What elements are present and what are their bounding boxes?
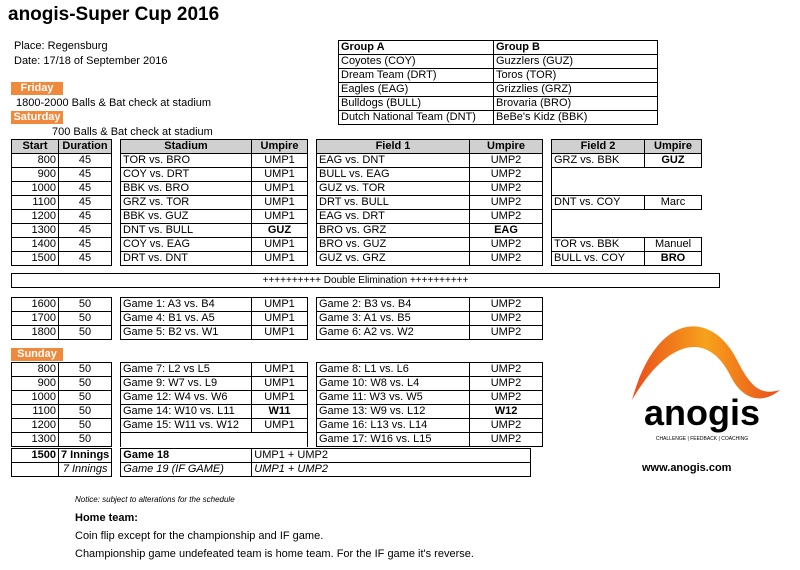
field1-game: BRO vs. GUZ <box>317 238 470 252</box>
schedule-row <box>12 238 702 252</box>
stadium-umpire: UMP1 <box>252 154 308 168</box>
start-cell: 1400 <box>12 238 59 252</box>
field1-game: EAG vs. DNT <box>317 154 470 168</box>
start-cell: 1500 <box>12 252 59 266</box>
field1-umpire: UMP2 <box>470 196 543 210</box>
friday-label: Friday <box>11 82 63 95</box>
field1-umpire: UMP2 <box>470 312 543 326</box>
field1-game: Game 11: W3 vs. W5 <box>317 391 470 405</box>
stadium-game: Game 5: B2 vs. W1 <box>121 326 252 340</box>
website-url: www.anogis.com <box>642 462 732 474</box>
group-b-team: BeBe's Kidz (BBK) <box>494 111 658 125</box>
schedule-row <box>12 154 702 168</box>
hdr-umpire-1: Umpire <box>252 140 308 154</box>
stadium-game: COY vs. DRT <box>121 168 252 182</box>
duration-cell: 45 <box>59 224 112 238</box>
final-row <box>12 449 531 463</box>
field1-game: Game 16: L13 vs. L14 <box>317 419 470 433</box>
hdr-field2: Field 2 <box>552 140 645 154</box>
group-b-team: Grizzlies (GRZ) <box>494 83 658 97</box>
start-cell: 1500 <box>12 449 59 463</box>
field1-game: Game 2: B3 vs. B4 <box>317 298 470 312</box>
start-cell <box>12 463 59 477</box>
groups-table <box>338 40 658 125</box>
schedule-row <box>12 433 543 447</box>
group-a-team: Coyotes (COY) <box>339 55 494 69</box>
stadium-game: DNT vs. BULL <box>121 224 252 238</box>
field2-game <box>552 224 645 238</box>
field1-game: Game 3: A1 vs. B5 <box>317 312 470 326</box>
swoosh-icon <box>632 326 780 400</box>
stadium-game: Game 1: A3 vs. B4 <box>121 298 252 312</box>
group-b-header: Group B <box>494 41 658 55</box>
group-a-team: Eagles (EAG) <box>339 83 494 97</box>
field1-umpire: UMP2 <box>470 182 543 196</box>
field1-game: GUZ vs. TOR <box>317 182 470 196</box>
field2-game: GRZ vs. BBK <box>552 154 645 168</box>
schedule-row <box>12 326 543 340</box>
start-cell: 900 <box>12 377 59 391</box>
duration-cell: 45 <box>59 168 112 182</box>
double-elimination-banner: ++++++++++ Double Elimination ++++++++++ <box>11 273 720 288</box>
hdr-umpire-3: Umpire <box>645 140 702 154</box>
field1-umpire: UMP2 <box>470 391 543 405</box>
hdr-field1: Field 1 <box>317 140 470 154</box>
field2-game: BULL vs. COY <box>552 252 645 266</box>
start-cell: 900 <box>12 168 59 182</box>
group-b-team: Guzzlers (GUZ) <box>494 55 658 69</box>
stadium-umpire: UMP1 <box>252 252 308 266</box>
field2-game <box>552 210 645 224</box>
stadium-game: Game 7: L2 vs L5 <box>121 363 252 377</box>
stadium-game: GRZ vs. TOR <box>121 196 252 210</box>
schedule-row <box>12 377 543 391</box>
field1-game: Game 17: W16 vs. L15 <box>317 433 470 447</box>
stadium-game: Game 14: W10 vs. L11 <box>121 405 252 419</box>
friday-line: 1800-2000 Balls & Bat check at stadium <box>16 97 212 109</box>
schedule-row <box>12 182 702 196</box>
stadium-umpire: UMP1 <box>252 196 308 210</box>
field2-umpire: Manuel <box>645 238 702 252</box>
duration-cell: 7 Innings <box>59 449 112 463</box>
field1-umpire: UMP2 <box>470 326 543 340</box>
field2-umpire <box>645 168 702 182</box>
duration-cell: 45 <box>59 238 112 252</box>
stadium-umpire: UMP1 <box>252 391 308 405</box>
logo-word: anogis <box>643 392 761 433</box>
field1-game: Game 6: A2 vs. W2 <box>317 326 470 340</box>
stadium-game: Game 12: W4 vs. W6 <box>121 391 252 405</box>
start-cell: 800 <box>12 363 59 377</box>
field1-umpire: UMP2 <box>470 210 543 224</box>
field2-umpire: Marc <box>645 196 702 210</box>
start-cell: 1300 <box>12 433 59 447</box>
field1-umpire: UMP2 <box>470 238 543 252</box>
start-cell: 1200 <box>12 210 59 224</box>
date-text: Date: 17/18 of September 2016 <box>14 55 168 67</box>
field1-game: BULL vs. EAG <box>317 168 470 182</box>
final-umpires: UMP1 + UMP2 <box>252 463 531 477</box>
start-cell: 1100 <box>12 405 59 419</box>
field2-game: DNT vs. COY <box>552 196 645 210</box>
duration-cell: 7 Innings <box>59 463 112 477</box>
saturday-line: 700 Balls & Bat check at stadium <box>52 126 213 138</box>
field1-game: Game 13: W9 vs. L12 <box>317 405 470 419</box>
stadium-game: Game 15: W11 vs. W12 <box>121 419 252 433</box>
group-row <box>339 69 658 83</box>
duration-cell: 45 <box>59 182 112 196</box>
final-game: Game 19 (IF GAME) <box>121 463 252 477</box>
field2-game <box>552 168 645 182</box>
duration-cell: 50 <box>59 298 112 312</box>
home-line-2: Championship game undefeated team is home team. For the IF game it's reverse. <box>75 548 474 560</box>
stadium-umpire: UMP1 <box>252 182 308 196</box>
duration-cell: 50 <box>59 377 112 391</box>
final-umpires: UMP1 + UMP2 <box>252 449 531 463</box>
stadium-game: BBK vs. BRO <box>121 182 252 196</box>
start-cell: 1800 <box>12 326 59 340</box>
stadium-umpire <box>252 433 308 447</box>
stadium-game: TOR vs. BRO <box>121 154 252 168</box>
field2-umpire <box>645 224 702 238</box>
field1-umpire: UMP2 <box>470 168 543 182</box>
field2-game <box>552 182 645 196</box>
saturday-schedule <box>11 139 702 266</box>
duration-cell: 50 <box>59 433 112 447</box>
stadium-umpire: UMP1 <box>252 377 308 391</box>
home-team-heading: Home team: <box>75 512 138 524</box>
group-row <box>339 97 658 111</box>
final-schedule <box>11 448 531 477</box>
duration-cell: 50 <box>59 363 112 377</box>
field1-umpire: UMP2 <box>470 419 543 433</box>
start-cell: 1300 <box>12 224 59 238</box>
schedule-row <box>12 312 543 326</box>
double-elimination-schedule <box>11 297 543 340</box>
field1-umpire: UMP2 <box>470 154 543 168</box>
group-a-team: Dutch National Team (DNT) <box>339 111 494 125</box>
stadium-game: DRT vs. DNT <box>121 252 252 266</box>
start-cell: 1200 <box>12 419 59 433</box>
stadium-game: BBK vs. GUZ <box>121 210 252 224</box>
field1-umpire: EAG <box>470 224 543 238</box>
group-b-team: Toros (TOR) <box>494 69 658 83</box>
hdr-duration: Duration <box>59 140 112 154</box>
field1-umpire: UMP2 <box>470 433 543 447</box>
start-cell: 1600 <box>12 298 59 312</box>
schedule-row <box>12 419 543 433</box>
field1-umpire: UMP2 <box>470 363 543 377</box>
stadium-umpire: UMP1 <box>252 168 308 182</box>
field2-umpire: GUZ <box>645 154 702 168</box>
group-a-team: Dream Team (DRT) <box>339 69 494 83</box>
sunday-label: Sunday <box>11 348 63 361</box>
group-row <box>339 55 658 69</box>
final-game: Game 18 <box>121 449 252 463</box>
field1-game: Game 10: W8 vs. L4 <box>317 377 470 391</box>
hdr-umpire-2: Umpire <box>470 140 543 154</box>
schedule-row <box>12 405 543 419</box>
field1-game: BRO vs. GRZ <box>317 224 470 238</box>
schedule-row <box>12 391 543 405</box>
logo-tagline: CHALLENGE | FEEDBACK | COACHING <box>655 436 749 442</box>
field2-umpire: BRO <box>645 252 702 266</box>
duration-cell: 45 <box>59 252 112 266</box>
group-a-header: Group A <box>339 41 494 55</box>
field1-game: DRT vs. BULL <box>317 196 470 210</box>
duration-cell: 45 <box>59 196 112 210</box>
home-line-1: Coin flip except for the championship and IF game. <box>75 530 324 542</box>
duration-cell: 50 <box>59 326 112 340</box>
duration-cell: 50 <box>59 419 112 433</box>
field1-umpire: W12 <box>470 405 543 419</box>
stadium-umpire: UMP1 <box>252 363 308 377</box>
stadium-game: Game 4: B1 vs. A5 <box>121 312 252 326</box>
schedule-row <box>12 298 543 312</box>
start-cell: 1000 <box>12 182 59 196</box>
sunday-schedule <box>11 362 543 447</box>
field1-umpire: UMP2 <box>470 298 543 312</box>
field1-umpire: UMP2 <box>470 252 543 266</box>
stadium-umpire: UMP1 <box>252 210 308 224</box>
stadium-game: COY vs. EAG <box>121 238 252 252</box>
field1-game: EAG vs. DRT <box>317 210 470 224</box>
field1-game: Game 8: L1 vs. L6 <box>317 363 470 377</box>
group-b-team: Brovaria (BRO) <box>494 97 658 111</box>
saturday-label: Saturday <box>11 111 63 124</box>
stadium-umpire: UMP1 <box>252 419 308 433</box>
final-row <box>12 463 531 477</box>
duration-cell: 50 <box>59 405 112 419</box>
anogis-logo <box>612 320 792 450</box>
page-title: anogis-Super Cup 2016 <box>8 4 220 25</box>
start-cell: 800 <box>12 154 59 168</box>
group-row <box>339 111 658 125</box>
start-cell: 1700 <box>12 312 59 326</box>
field1-game: GUZ vs. GRZ <box>317 252 470 266</box>
stadium-umpire: UMP1 <box>252 326 308 340</box>
field2-umpire <box>645 210 702 224</box>
stadium-umpire: UMP1 <box>252 298 308 312</box>
stadium-umpire: UMP1 <box>252 238 308 252</box>
place-text: Place: Regensburg <box>14 40 108 52</box>
group-a-team: Bulldogs (BULL) <box>339 97 494 111</box>
schedule-row <box>12 196 702 210</box>
field2-umpire <box>645 182 702 196</box>
start-cell: 1100 <box>12 196 59 210</box>
duration-cell: 50 <box>59 391 112 405</box>
stadium-umpire: W11 <box>252 405 308 419</box>
notice-text: Notice: subject to alterations for the schedule <box>75 495 235 504</box>
stadium-game <box>121 433 252 447</box>
duration-cell: 45 <box>59 154 112 168</box>
duration-cell: 50 <box>59 312 112 326</box>
start-cell: 1000 <box>12 391 59 405</box>
schedule-row <box>12 363 543 377</box>
hdr-stadium: Stadium <box>121 140 252 154</box>
schedule-row <box>12 252 702 266</box>
stadium-umpire: UMP1 <box>252 312 308 326</box>
group-row <box>339 83 658 97</box>
schedule-row <box>12 224 702 238</box>
hdr-start: Start <box>12 140 59 154</box>
duration-cell: 45 <box>59 210 112 224</box>
schedule-row <box>12 210 702 224</box>
stadium-game: Game 9: W7 vs. L9 <box>121 377 252 391</box>
stadium-umpire: GUZ <box>252 224 308 238</box>
field1-umpire: UMP2 <box>470 377 543 391</box>
schedule-row <box>12 168 702 182</box>
field2-game: TOR vs. BBK <box>552 238 645 252</box>
